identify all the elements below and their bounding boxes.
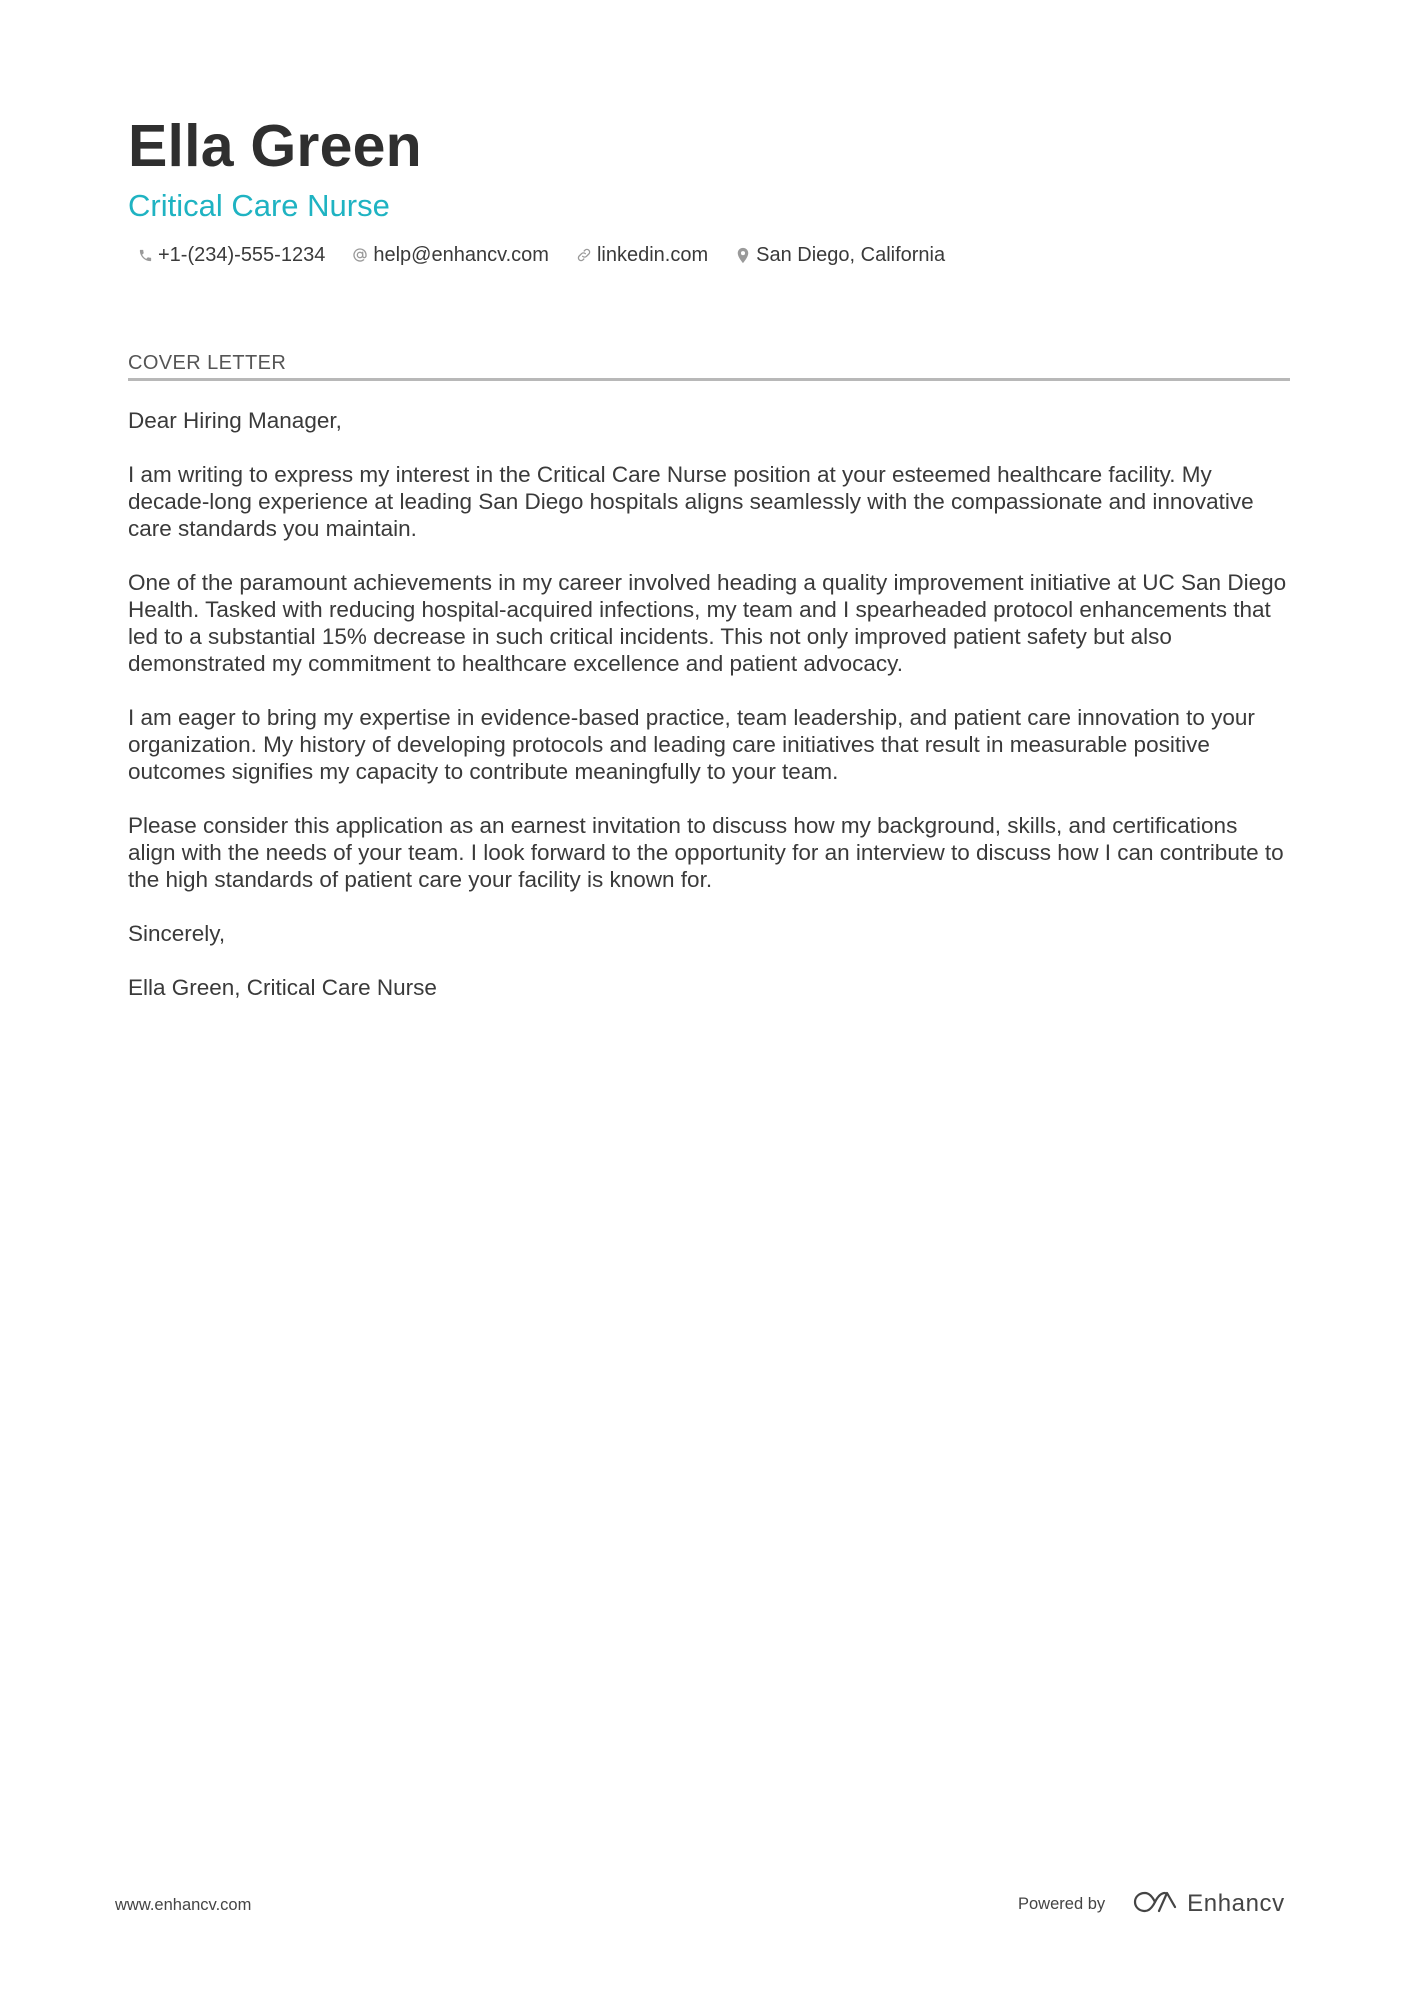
- at-icon: [351, 246, 369, 264]
- section-title: COVER LETTER: [128, 352, 287, 374]
- contact-phone[interactable]: [136, 244, 325, 267]
- letter-paragraph: One of the paramount achievements in my career involved heading a quality improvement initiative at UC San Diego Health. Tasked with reducing hospital-acquired infections, my team and I spearheaded protocol enhancements that led to a substantial 15% decrease in such critical incidents. This not only improved patient safety but also demonstrated my commitment to healthcare excellence and patient advocacy.: [128, 570, 1287, 676]
- link-icon: [575, 246, 593, 264]
- contact-location-text: San Diego, California: [756, 243, 946, 266]
- applicant-title: Critical Care Nurse: [128, 188, 390, 223]
- footer-branding: [1018, 1880, 1285, 1928]
- cover-letter-page: [128, 110, 1290, 1028]
- enhancv-logo-icon: [1131, 1889, 1179, 1920]
- phone-icon: [136, 246, 154, 264]
- contact-email[interactable]: [351, 244, 549, 267]
- contact-email-text: help@enhancv.com: [373, 243, 549, 266]
- location-pin-icon: [734, 246, 752, 264]
- letter-greeting: Dear Hiring Manager,: [128, 408, 342, 433]
- letter-paragraph: Please consider this application as an earnest invitation to discuss how my background, skills, and certifications align with the needs of your team. I look forward to the opportunity for an interview to discuss how I can contribute to the high standards of patient care your facility is known for.: [128, 813, 1284, 892]
- letter-paragraph: I am eager to bring my expertise in evidence-based practice, team leadership, and patient care innovation to your organization. My history of developing protocols and leading care initiatives that result in measurable positive outcomes signifies my capacity to contribute meaningfully to your team.: [128, 705, 1255, 784]
- contact-link-text: linkedin.com: [596, 243, 709, 266]
- contact-bar: [136, 240, 1290, 270]
- letter-signature: Ella Green, Critical Care Nurse: [128, 975, 437, 1000]
- contact-phone-text: +1-(234)-555-1234: [158, 243, 326, 266]
- applicant-name: Ella Green: [128, 113, 422, 179]
- contact-location: [734, 244, 945, 267]
- letter-body: [128, 407, 1290, 1001]
- powered-by-label: Powered by: [1018, 1894, 1106, 1913]
- brand-logo[interactable]: [1131, 1889, 1285, 1920]
- letter-closing: Sincerely,: [128, 921, 226, 946]
- section-divider: [128, 378, 1290, 381]
- footer-website-link[interactable]: www.enhancv.com: [115, 1896, 252, 1914]
- brand-name: Enhancv: [1187, 1890, 1285, 1917]
- letter-paragraph: I am writing to express my interest in the Critical Care Nurse position at your esteemed healthcare facility. My decade-long experience at leading San Diego hospitals aligns seamlessly with the compassionate and innovative care standards you maintain.: [128, 462, 1254, 541]
- contact-link[interactable]: [575, 244, 708, 267]
